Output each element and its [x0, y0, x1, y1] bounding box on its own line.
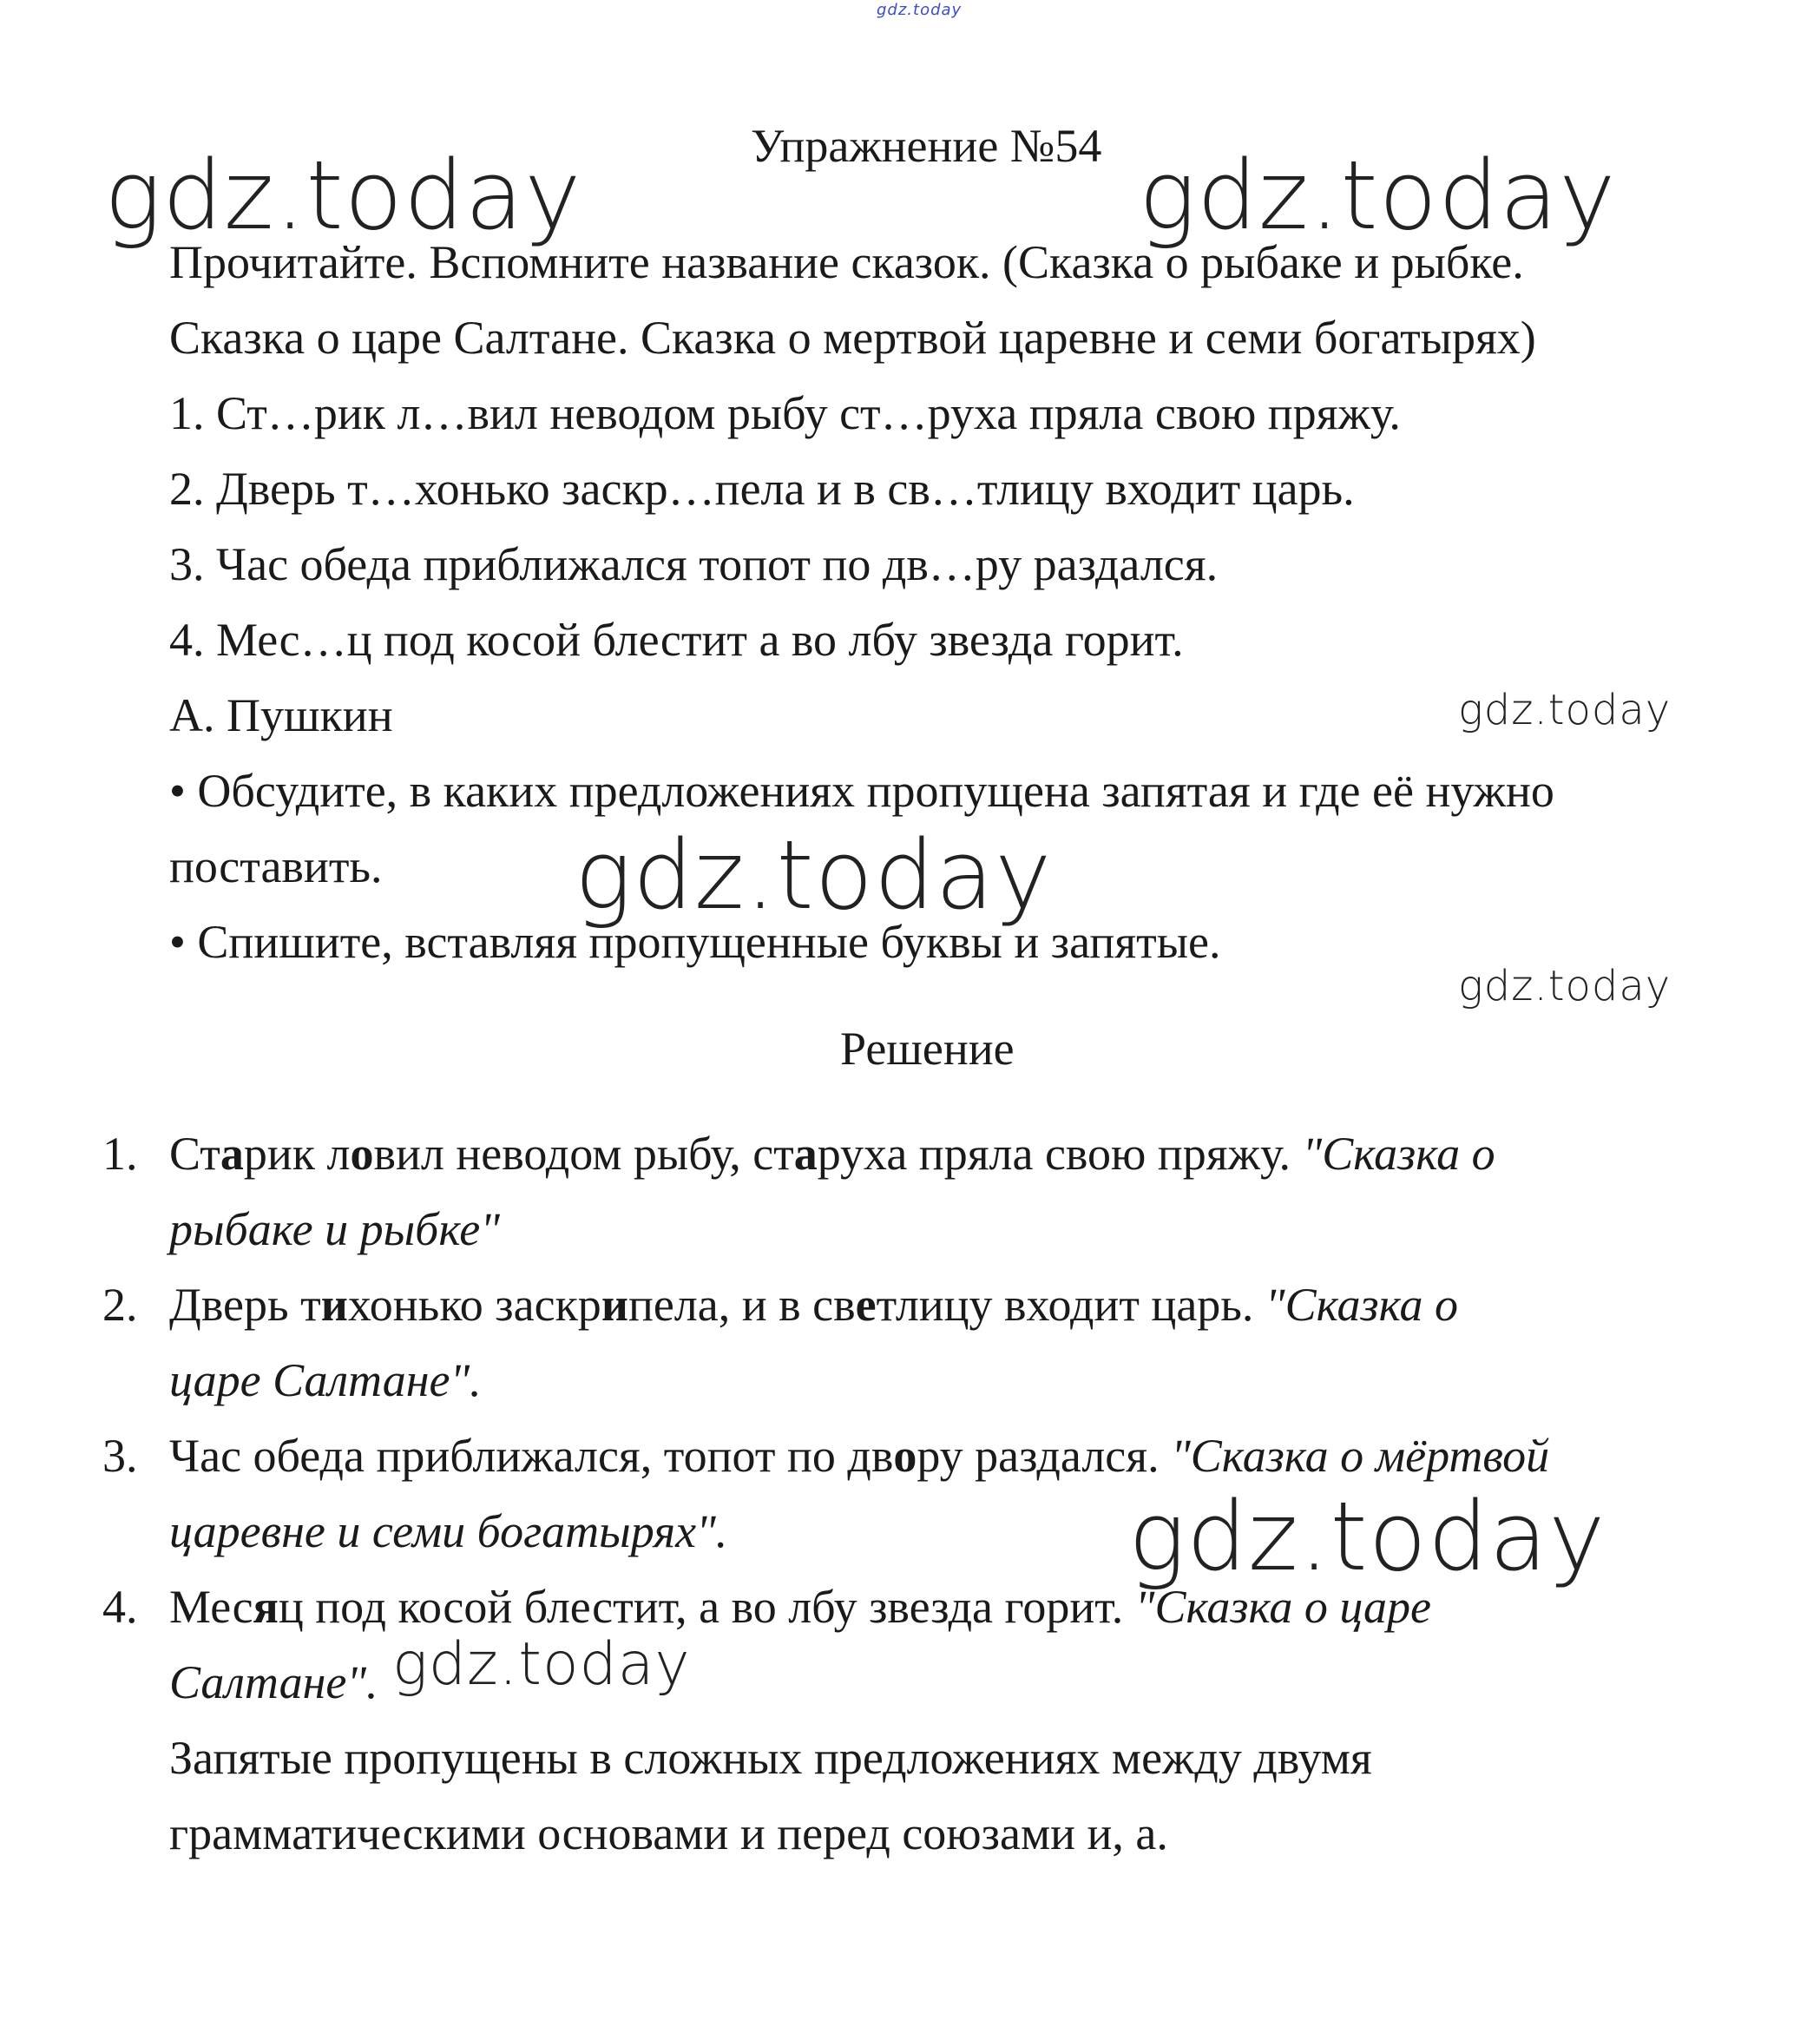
solution-item-number: 1. [102, 1128, 138, 1180]
watermark: gdz.today [1128, 1481, 1606, 1592]
task-intro-line-1: Прочитайте. Вспомните название сказок. (Сказка о рыбаке и рыбке. [169, 236, 1524, 288]
watermark: gdz.today [1458, 962, 1672, 1010]
solution-item-4-line-2: Салтане". [169, 1656, 378, 1708]
task-sentence-3: 3. Час обеда приближался топот по дв…ру раздался. [169, 538, 1219, 590]
task-author: А. Пушкин [169, 689, 393, 741]
solution-item-3-line-2: царевне и семи богатырях". [169, 1505, 728, 1557]
fairy-tale-source: "Сказка о [1265, 1279, 1459, 1331]
task-sentence-4: 4. Мес…ц под косой блестит а во лбу звезда горит. [169, 614, 1184, 666]
solution-item-3-line-1: Час обеда приближался, топот по двору раздался. "Сказка о мёртвой [169, 1430, 1550, 1482]
task-sentence-2: 2. Дверь т…хонько заскр…пела и в св…тлицу входит царь. [169, 463, 1355, 515]
solution-item-1-line-1: Старик ловил неводом рыбу, старуха пряла свою пряжу. "Сказка о [169, 1128, 1495, 1180]
solution-item-2-line-2: царе Салтане". [169, 1354, 482, 1406]
solution-conclusion-line-1: Запятые пропущены в сложных предложениях между двумя [169, 1732, 1372, 1784]
solution-item-2-line-1: Дверь тихонько заскрипела, и в светлицу входит царь. "Сказка о [169, 1279, 1459, 1331]
fairy-tale-source: "Сказка о царе [1134, 1581, 1431, 1633]
task-question-1-line-2: поставить. [169, 840, 383, 892]
fairy-tale-source: "Сказка о [1302, 1128, 1495, 1180]
task-intro-line-2: Сказка о царе Салтане. Сказка о мертвой царевне и семи богатырях) [169, 312, 1536, 364]
solution-heading: Решение [840, 1023, 1015, 1075]
solution-item-1-line-2: рыбаке и рыбке" [169, 1203, 500, 1255]
solution-item-number: 3. [102, 1430, 138, 1482]
solution-item-number: 2. [102, 1279, 138, 1331]
fairy-tale-source: "Сказка о мёртвой [1171, 1430, 1550, 1482]
top-watermark: gdz.today [877, 1, 963, 19]
watermark: gdz.today [1139, 140, 1617, 251]
solution-item-4-line-1: Месяц под косой блестит, а во лбу звезда горит. "Сказка о царе [169, 1581, 1431, 1633]
watermark: gdz.today [104, 140, 582, 251]
watermark: gdz.today [575, 819, 1053, 931]
task-sentence-1: 1. Ст…рик л…вил неводом рыбу ст…руха пряла свою пряжу. [169, 387, 1401, 439]
page-title: Упражнение №54 [751, 120, 1102, 172]
solution-item-number: 4. [102, 1581, 138, 1633]
watermark: gdz.today [1458, 686, 1672, 734]
watermark: gdz.today [392, 1630, 691, 1699]
task-question-1-line-1: • Обсудите, в каких предложениях пропущена запятая и где её нужно [169, 765, 1554, 817]
solution-conclusion-line-2: грамматическими основами и перед союзами и, а. [169, 1807, 1168, 1859]
task-question-2: • Спишите, вставляя пропущенные буквы и запятые. [169, 916, 1221, 968]
